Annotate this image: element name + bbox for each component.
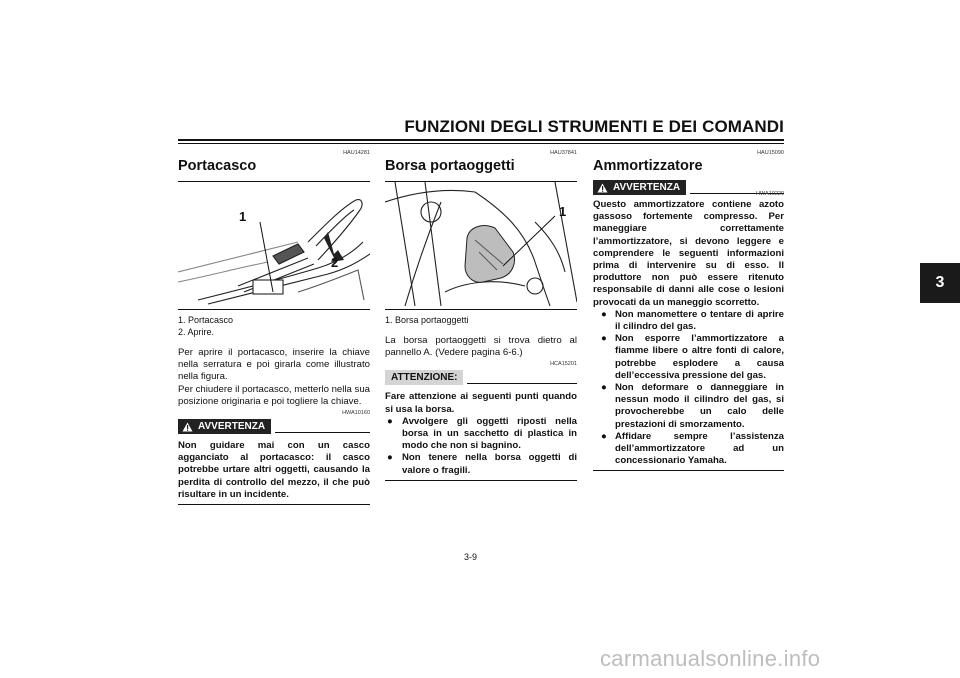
caption-2: 2. Aprire.	[178, 327, 215, 337]
warning-label: AVVERTENZA	[198, 421, 266, 433]
chapter-tab	[920, 263, 960, 303]
section-code: HAU37841	[550, 150, 577, 156]
notice-intro: Fare attenzione ai seguenti punti quando si usa la borsa.	[385, 391, 577, 415]
notice-header	[385, 370, 577, 385]
warning-badge	[178, 419, 271, 434]
page-header-title: FUNZIONI DEGLI STRUMENTI E DEI COMANDI	[404, 117, 784, 136]
notice-bullet	[385, 416, 577, 453]
warning-label: AVVERTENZA	[613, 182, 681, 193]
section-heading: Ammortizzatore	[593, 158, 703, 174]
warning-code: HWA10160	[342, 410, 370, 417]
warning-badge	[593, 180, 686, 195]
figure-callout-2: 2	[331, 255, 339, 270]
notice-bullet-text: Non tenere nella borsa oggetti di valore o fragili.	[402, 452, 577, 476]
warning-rule	[275, 432, 370, 433]
helmet-holder-figure	[178, 181, 370, 306]
helmet-holder-illustration	[178, 182, 370, 306]
caption-1: 1. Portacasco	[178, 315, 234, 325]
bullet-dot-icon: ●	[601, 382, 607, 394]
warning-triangle-icon	[182, 422, 193, 432]
body-paragraph-2: Per chiudere il portacasco, metterlo nella sua posizione originaria e poi togliere la chiave.	[178, 383, 370, 407]
figure-rule	[385, 309, 577, 310]
bullet-dot-icon: ●	[387, 415, 393, 427]
page-number: 3-9	[464, 552, 478, 562]
warning-bullet-text: Non deformare o danneggiare in nessun modo il cilindro del gas, si provocherebbe un calo delle prestazioni di smorzamento.	[615, 382, 784, 430]
section-heading: Borsa portaoggetti	[385, 158, 515, 174]
warning-end-rule	[178, 504, 370, 505]
body-paragraph: La borsa portaoggetti si trova dietro al pannello A. (Vedere pagina 6-6.)	[385, 335, 577, 359]
warning-bullet	[593, 431, 784, 468]
notice-bullet	[385, 452, 577, 476]
bullet-dot-icon: ●	[387, 452, 393, 464]
notice-code: HCA15201	[550, 361, 577, 368]
warning-end-rule	[593, 470, 784, 471]
warning-bullet-text: Non manomettere o tentare di aprire il cilindro del gas.	[615, 308, 784, 333]
warning-triangle-icon	[597, 183, 608, 193]
bullet-dot-icon: ●	[601, 308, 607, 320]
watermark: carmanualsonline.info	[600, 646, 821, 671]
warning-text: Non guidare mai con un casco agganciato al portacasco: il casco potrebbe urtare altri oggetti, causando la perdita di controllo del mezzo, il che può risultare in un incidente.	[178, 440, 370, 500]
warning-bullet	[593, 382, 784, 431]
bullet-dot-icon: ●	[601, 430, 607, 442]
figure-rule	[178, 309, 370, 310]
notice-rule	[467, 383, 577, 384]
warning-intro: Questo ammortizzatore contiene azoto gassoso fortemente compresso. Per maneggiare correttamente l’ammortizzatore, si devono leggere e comprendere le seguenti informazioni prima di intervenire su di esso. Il produttore non può essere ritenuto responsabile di danni alle cose o lesioni provocati da un maneggio scorretto.	[593, 199, 784, 308]
figure-callout-1: 1	[239, 209, 247, 224]
bullet-dot-icon: ●	[601, 333, 607, 345]
notice-label: ATTENZIONE:	[391, 372, 458, 384]
chapter-number: 3	[935, 274, 945, 291]
warning-bullet-text: Affidare sempre l’assistenza dell’ammortizzatore ad un concessionario Yamaha.	[615, 430, 784, 467]
notice-bullet-text: Avvolgere gli oggetti riposti nella borsa in un sacchetto di plastica in modo che non si bagnino.	[402, 415, 577, 452]
storage-bag-figure	[385, 181, 577, 306]
column-borsa	[385, 150, 577, 481]
section-heading: Portacasco	[178, 158, 257, 174]
column-ammortizzatore	[593, 150, 784, 471]
warning-bullet-text: Non esporre l’ammortizzatore a fiamme libere o altre fonti di calore, potrebbe esplodere a causa dell’eccessiva pressione del gas.	[615, 333, 784, 381]
notice-badge	[385, 370, 463, 385]
caption-1: 1. Borsa portaoggetti	[385, 315, 469, 325]
warning-bullet	[593, 333, 784, 382]
storage-bag-illustration	[385, 182, 577, 306]
figure-callout-1: 1	[559, 204, 567, 219]
column-portacasco	[178, 150, 370, 505]
section-code: HAU14281	[343, 150, 370, 156]
header-rule	[178, 139, 784, 141]
header-rule-thin	[178, 143, 784, 144]
warning-bullet	[593, 309, 784, 333]
notice-end-rule	[385, 480, 577, 481]
warning-header	[178, 419, 370, 434]
section-code: HAU15090	[757, 150, 784, 156]
warning-code: HWA10220	[756, 191, 784, 197]
body-paragraph-1: Per aprire il portacasco, inserire la chiave nella serratura e poi girarla come illustrato nella figura.	[178, 347, 370, 383]
